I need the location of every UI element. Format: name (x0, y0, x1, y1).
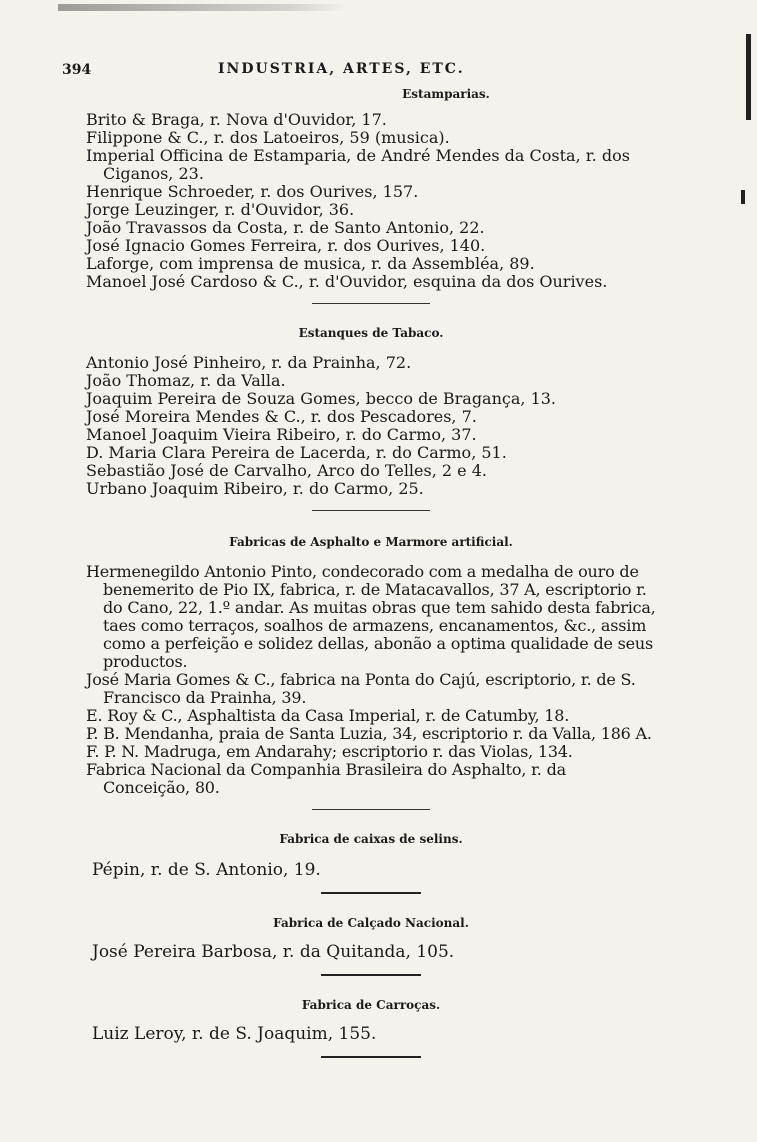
page-number: 394 (62, 62, 92, 78)
list-item: Brito & Braga, r. Nova d'Ouvidor, 17. (86, 110, 387, 129)
list-item: Luiz Leroy, r. de S. Joaquim, 155. (92, 1024, 377, 1044)
list-item: Pépin, r. de S. Antonio, 19. (92, 860, 321, 880)
section-heading: Fabrica de caixas de selins. (279, 832, 463, 846)
list-item: Fabrica Nacional da Companhia Brasileira do Asphalto, r. da Conceição, 80. (86, 760, 566, 797)
section-divider (321, 974, 421, 976)
scan-edge-mark (746, 34, 751, 120)
list-item: Antonio José Pinheiro, r. da Prainha, 72. (86, 353, 412, 372)
section-divider (312, 303, 430, 304)
page-body (86, 87, 656, 1058)
scan-edge-mark-small (741, 190, 745, 204)
section-heading: Estanques de Tabaco. (298, 326, 444, 340)
section-divider (321, 892, 421, 894)
section-heading: Fabrica de Calçado Nacional. (273, 916, 469, 930)
list-item: Henrique Schroeder, r. dos Ourives, 157. (86, 182, 419, 201)
list-item: Sebastião José de Carvalho, Arco do Telles, 2 e 4. (86, 461, 487, 480)
list-item: José Maria Gomes & C., fabrica na Ponta do Cajú, escriptorio, r. de S. Francisco da Prainha, 39. (86, 670, 636, 707)
list-item: F. P. N. Madruga, em Andarahy; escriptorio r. das Violas, 134. (86, 742, 573, 761)
list-item: Filippone & C., r. dos Latoeiros, 59 (musica). (86, 128, 450, 147)
list-item: D. Maria Clara Pereira de Lacerda, r. do Carmo, 51. (86, 443, 507, 462)
scan-artifact-top (58, 4, 348, 11)
section-heading: Estamparias. (402, 87, 490, 101)
section-heading: Fabrica de Carroças. (301, 998, 441, 1012)
section-divider (312, 510, 430, 511)
list-item: E. Roy & C., Asphaltista da Casa Imperial, r. de Catumby, 18. (86, 706, 570, 725)
list-item: Hermenegildo Antonio Pinto, condecorado com a medalha de ouro de benemerito de Pio IX, fabrica, r. de Matacavallos, 37 A, escriptorio r. do Cano, 22, 1.º andar. As muitas obras que tem sahido desta fabrica, taes como terraços, soalhos de armazens, encanamentos, &c., assim como a perfeição e solidez dellas, abonão a optima qualidade de seus productos. (86, 562, 656, 671)
list-item: Imperial Officina de Estamparia, de André Mendes da Costa, r. dos Ciganos, 23. (86, 146, 630, 183)
page-title: INDUSTRIA, ARTES, ETC. (218, 61, 465, 77)
list-item: José Moreira Mendes & C., r. dos Pescadores, 7. (86, 407, 477, 426)
section-divider (312, 809, 430, 810)
section-divider (321, 1056, 421, 1058)
list-item: Manoel Joaquim Vieira Ribeiro, r. do Carmo, 37. (86, 425, 477, 444)
list-item: Manoel José Cardoso & C., r. d'Ouvidor, esquina da dos Ourives. (86, 272, 608, 291)
list-item: João Thomaz, r. da Valla. (86, 371, 286, 390)
list-item: José Ignacio Gomes Ferreira, r. dos Ourives, 140. (86, 236, 486, 255)
list-item: Jorge Leuzinger, r. d'Ouvidor, 36. (86, 200, 355, 219)
section-heading: Fabricas de Asphalto e Marmore artificial. (229, 535, 513, 549)
list-item: P. B. Mendanha, praia de Santa Luzia, 34, escriptorio r. da Valla, 186 A. (86, 724, 652, 743)
list-item: Joaquim Pereira de Souza Gomes, becco de Bragança, 13. (86, 389, 557, 408)
list-item: João Travassos da Costa, r. de Santo Antonio, 22. (86, 218, 485, 237)
list-item: Laforge, com imprensa de musica, r. da Assembléa, 89. (86, 254, 535, 273)
list-item: Urbano Joaquim Ribeiro, r. do Carmo, 25. (86, 479, 424, 498)
list-item: José Pereira Barbosa, r. da Quitanda, 105. (92, 942, 455, 962)
